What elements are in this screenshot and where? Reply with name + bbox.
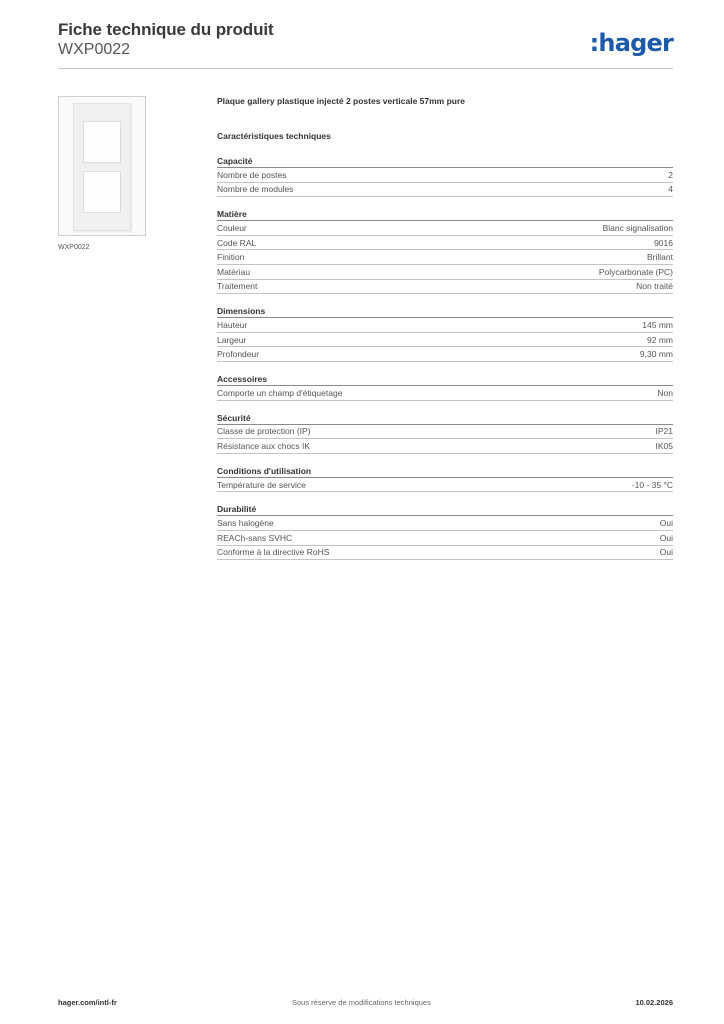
spec-section-title: Capacité — [217, 156, 673, 168]
product-image-caption: WXP0022 — [58, 244, 90, 251]
spec-row — [217, 531, 673, 546]
spec-label: Code RAL — [217, 237, 257, 248]
spec-value: Brillant — [647, 252, 673, 263]
spec-label: Nombre de modules — [217, 184, 294, 195]
spec-section — [217, 504, 673, 560]
spec-section — [217, 413, 673, 454]
spec-label: Comporte un champ d'étiquetage — [217, 387, 343, 398]
spec-section — [217, 374, 673, 401]
page-footer — [58, 998, 673, 1010]
spec-section-title: Accessoires — [217, 374, 673, 386]
spec-label: Traitement — [217, 281, 258, 292]
spec-label: Sans halogène — [217, 518, 274, 529]
spec-sections — [217, 156, 673, 560]
product-code: WXP0022 — [58, 41, 131, 58]
footer-website-link[interactable]: hager.com/intl-fr — [58, 998, 117, 1007]
spec-section — [217, 156, 673, 197]
spec-content — [217, 96, 673, 572]
spec-value: Oui — [659, 547, 673, 558]
plate-opening-top — [83, 121, 121, 163]
spec-row — [217, 546, 673, 561]
spec-value: -10 - 35 °C — [631, 479, 673, 490]
spec-label: Résistance aux chocs IK — [217, 440, 311, 451]
page-header — [58, 20, 673, 59]
product-image — [58, 96, 146, 236]
spec-section-title: Matière — [217, 209, 673, 221]
spec-section-title: Sécurité — [217, 413, 673, 425]
spec-section — [217, 209, 673, 294]
spec-label: REACh-sans SVHC — [217, 532, 293, 543]
spec-value: 92 mm — [647, 334, 673, 345]
spec-row — [217, 265, 673, 280]
spec-value: 9,30 mm — [639, 349, 673, 360]
footer-date: 10.02.2026 — [635, 998, 673, 1007]
spec-value: Blanc signalisation — [602, 222, 673, 233]
spec-label: Hauteur — [217, 319, 248, 330]
spec-value: 9016 — [654, 237, 673, 248]
spec-label: Finition — [217, 252, 245, 263]
spec-value: 4 — [668, 184, 673, 195]
spec-section — [217, 306, 673, 362]
spec-value: Polycarbonate (PC) — [598, 266, 673, 277]
spec-label: Nombre de postes — [217, 169, 287, 180]
spec-section-title: Conditions d'utilisation — [217, 466, 673, 478]
spec-value: IK05 — [655, 440, 673, 451]
spec-section — [217, 466, 673, 493]
header-divider — [58, 68, 673, 69]
spec-label: Couleur — [217, 222, 247, 233]
spec-row — [217, 183, 673, 198]
spec-row — [217, 250, 673, 265]
spec-label: Température de service — [217, 479, 306, 490]
spec-heading: Caractéristiques techniques — [217, 131, 331, 141]
spec-value: Non traité — [636, 281, 673, 292]
spec-label: Profondeur — [217, 349, 260, 360]
spec-row — [217, 347, 673, 362]
footer-notice: Sous réserve de modifications techniques — [292, 998, 431, 1007]
spec-row — [217, 425, 673, 440]
spec-label: Conforme à la directive RoHS — [217, 547, 330, 558]
spec-label: Largeur — [217, 334, 247, 345]
plate-opening-bottom — [83, 171, 121, 213]
spec-value: Non — [657, 387, 673, 398]
spec-row — [217, 333, 673, 348]
page-title: Fiche technique du produit — [58, 20, 274, 39]
spec-row — [217, 386, 673, 401]
spec-row — [217, 280, 673, 295]
product-description: Plaque gallery plastique injecté 2 postes verticale 57mm pure — [217, 96, 466, 106]
spec-value: IP21 — [655, 426, 673, 437]
spec-section-title: Durabilité — [217, 504, 673, 516]
spec-value: 145 mm — [642, 319, 673, 330]
spec-row — [217, 478, 673, 493]
spec-row — [217, 236, 673, 251]
spec-row — [217, 221, 673, 236]
spec-label: Classe de protection (IP) — [217, 426, 311, 437]
spec-row — [217, 439, 673, 454]
wall-plate-illustration — [73, 103, 131, 231]
spec-row — [217, 318, 673, 333]
spec-value: Oui — [659, 532, 673, 543]
spec-value: 2 — [668, 169, 673, 180]
spec-value: Oui — [659, 518, 673, 529]
spec-label: Matériau — [217, 266, 251, 277]
spec-row — [217, 516, 673, 531]
hager-logo: :hager — [589, 29, 673, 57]
spec-section-title: Dimensions — [217, 306, 673, 318]
spec-row — [217, 168, 673, 183]
